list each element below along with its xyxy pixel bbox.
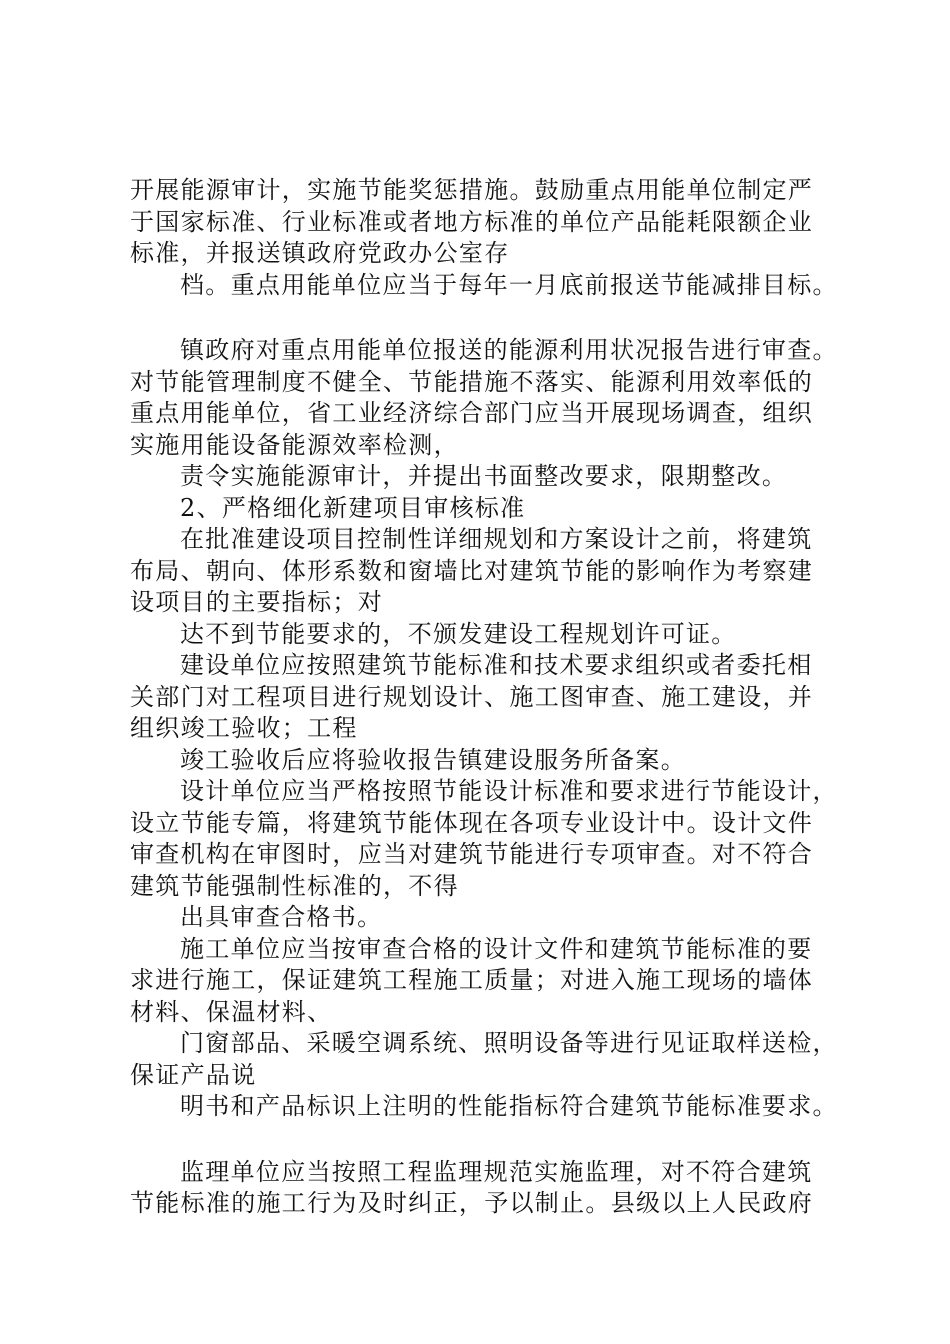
text-line: 建筑节能强制性标准的，不得 <box>130 871 459 900</box>
paragraph-gap <box>130 301 850 335</box>
document-body <box>130 175 850 1220</box>
text-line: 组织竣工验收；工程 <box>130 714 358 742</box>
text-line: 重点用能单位，省工业经济综合部门应当开展现场调查，组织 <box>130 399 814 427</box>
text-line: 求进行施工，保证建筑工程施工质量；对进入施工现场的墙体 <box>130 966 814 994</box>
text-line: 实施用能设备能源效率检测， <box>130 430 459 459</box>
text-line: 关部门对工程项目进行规划设计、施工图审查、施工建设，并 <box>130 682 814 711</box>
text-line: 节能标准的施工行为及时纠正，予以制止。县级以上人民政府 <box>130 1189 814 1217</box>
text-line: 明书和产品标识上注明的性能指标符合建筑节能标准要求。 <box>180 1092 838 1120</box>
text-line: 2、严格细化新建项目审核标准 <box>180 493 526 522</box>
text-line: 施工单位应当按审查合格的设计文件和建筑节能标准的要 <box>180 934 813 963</box>
text-line: 对节能管理制度不健全、节能措施不落实、能源利用效率低的 <box>130 367 814 396</box>
text-line: 开展能源审计，实施节能奖惩措施。鼓励重点用能单位制定严 <box>130 176 814 204</box>
text-line: 于国家标准、行业标准或者地方标准的单位产品能耗限额企业 <box>130 207 814 236</box>
text-line: 布局、朝向、体形系数和窗墙比对建筑节能的影响作为考察建 <box>130 556 814 585</box>
text-line: 出具审查合格书。 <box>180 903 383 931</box>
text-line: 在批准建设项目控制性详细规划和方案设计之前，将建筑 <box>180 525 813 553</box>
text-line: 镇政府对重点用能单位报送的能源利用状况报告进行审查。 <box>180 336 838 364</box>
text-line: 设项目的主要指标；对 <box>130 588 383 616</box>
text-line: 监理单位应当按照工程监理规范实施监理，对不符合建筑 <box>180 1157 813 1186</box>
text-line: 档。重点用能单位应当于每年一月底前报送节能减排目标。 <box>180 270 838 299</box>
text-line: 标准，并报送镇政府党政办公室存 <box>130 239 510 267</box>
text-line: 设立节能专篇，将建筑节能体现在各项专业设计中。设计文件 <box>130 808 814 837</box>
text-line: 门窗部品、采暖空调系统、照明设备等进行见证取样送检， <box>180 1029 838 1057</box>
text-line: 材料、保温材料、 <box>130 997 333 1026</box>
text-line: 建设单位应按照建筑节能标准和技术要求组织或者委托相 <box>180 651 813 679</box>
text-line: 审查机构在审图时，应当对建筑节能进行专项审查。对不符合 <box>130 840 814 868</box>
text-line: 设计单位应当严格按照节能设计标准和要求进行节能设计， <box>180 777 838 805</box>
text-line: 达不到节能要求的，不颁发建设工程规划许可证。 <box>180 619 737 648</box>
text-line: 责令实施能源审计，并提出书面整改要求，限期整改。 <box>180 462 788 490</box>
paragraph-gap <box>130 1123 850 1157</box>
text-line: 竣工验收后应将验收报告镇建设服务所备案。 <box>180 745 686 774</box>
text-line: 保证产品说 <box>130 1060 257 1089</box>
